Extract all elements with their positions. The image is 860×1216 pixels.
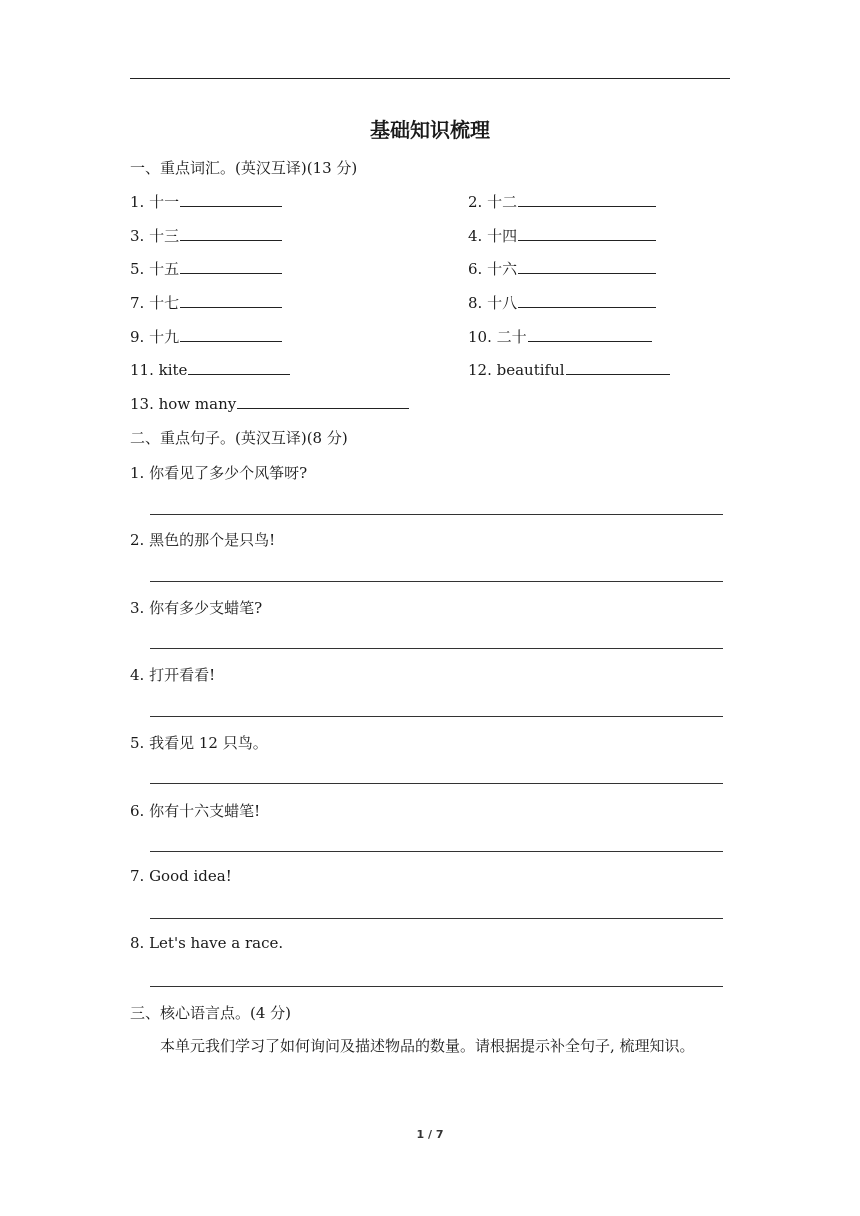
section-2-heading: 二、重点句子。(英汉互译)(8 分) xyxy=(130,429,348,447)
vocab-item-6: 6. 十六 xyxy=(468,258,656,279)
answer-blank[interactable] xyxy=(566,360,670,375)
sentence-item-8: 8. Let's have a race. xyxy=(130,934,284,952)
vocab-item-10: 10. 二十 xyxy=(468,326,652,347)
vocab-item-5: 5. 十五 xyxy=(130,258,282,279)
vocab-item-1: 1. 十一 xyxy=(130,191,282,212)
sentence-item-5: 5. 我看见 12 只鸟。 xyxy=(130,734,268,752)
vocab-item-12: 12. beautiful xyxy=(468,360,670,379)
vocab-item-11: 11. kite xyxy=(130,360,290,379)
header-rule xyxy=(130,78,730,79)
answer-blank[interactable] xyxy=(518,293,656,308)
answer-blank[interactable] xyxy=(237,394,409,409)
vocab-item-4: 4. 十四 xyxy=(468,225,656,246)
answer-line-2[interactable] xyxy=(150,581,723,582)
vocab-item-9: 9. 十九 xyxy=(130,326,282,347)
answer-line-1[interactable] xyxy=(150,514,723,515)
sentence-item-7: 7. Good idea! xyxy=(130,867,232,885)
page-number: 1 / 7 xyxy=(416,1128,444,1141)
section-3-paragraph: 本单元我们学习了如何询问及描述物品的数量。请根据提示补全句子, 梳理知识。 xyxy=(160,1037,695,1055)
answer-blank[interactable] xyxy=(518,192,656,207)
answer-blank[interactable] xyxy=(180,327,282,342)
answer-blank[interactable] xyxy=(180,293,282,308)
answer-blank[interactable] xyxy=(188,360,290,375)
answer-blank[interactable] xyxy=(518,259,656,274)
answer-blank[interactable] xyxy=(518,226,656,241)
answer-line-8[interactable] xyxy=(150,986,723,987)
answer-blank[interactable] xyxy=(180,192,282,207)
vocab-item-7: 7. 十七 xyxy=(130,292,282,313)
sentence-item-1: 1. 你看见了多少个风筝呀? xyxy=(130,464,308,482)
answer-line-5[interactable] xyxy=(150,783,723,784)
page-title: 基础知识梳理 xyxy=(370,118,490,142)
sentence-item-2: 2. 黑色的那个是只鸟! xyxy=(130,531,276,549)
vocab-item-13: 13. how many xyxy=(130,394,409,413)
answer-line-6[interactable] xyxy=(150,851,723,852)
vocab-item-3: 3. 十三 xyxy=(130,225,282,246)
section-3-heading: 三、核心语言点。(4 分) xyxy=(130,1004,292,1022)
answer-line-7[interactable] xyxy=(150,918,723,919)
section-1-heading: 一、重点词汇。(英汉互译)(13 分) xyxy=(130,159,358,177)
answer-blank[interactable] xyxy=(180,259,282,274)
answer-line-3[interactable] xyxy=(150,648,723,649)
answer-blank[interactable] xyxy=(180,226,282,241)
answer-blank[interactable] xyxy=(528,327,652,342)
answer-line-4[interactable] xyxy=(150,716,723,717)
vocab-item-2: 2. 十二 xyxy=(468,191,656,212)
vocab-item-8: 8. 十八 xyxy=(468,292,656,313)
sentence-item-6: 6. 你有十六支蜡笔! xyxy=(130,802,261,820)
sentence-item-4: 4. 打开看看! xyxy=(130,666,216,684)
sentence-item-3: 3. 你有多少支蜡笔? xyxy=(130,599,263,617)
